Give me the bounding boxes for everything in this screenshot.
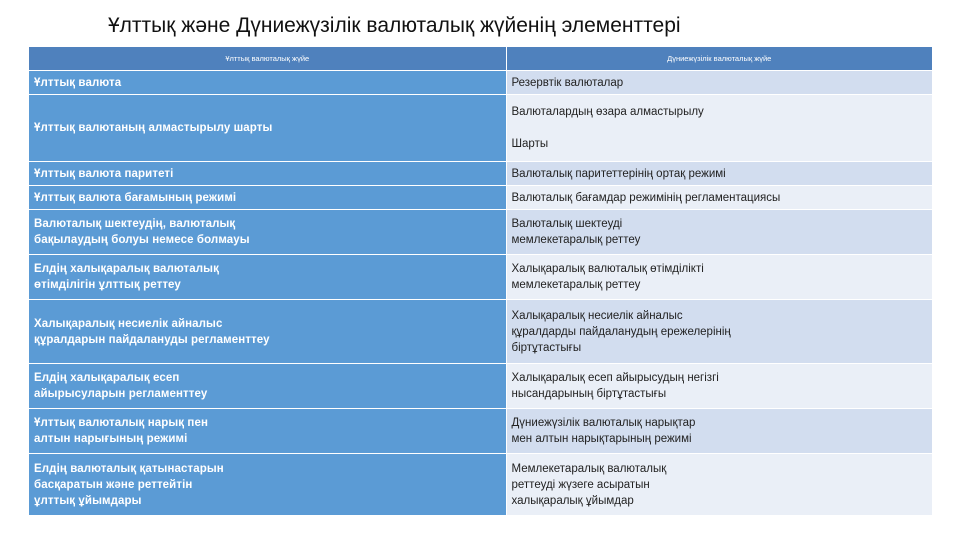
table-row	[29, 364, 932, 409]
world-cell: Валюталық шектеуді мемлекетаралық реттеу	[506, 210, 932, 255]
national-cell: Елдің валюталық қатынастарын басқаратын және реттейтін ұлттық ұйымдары	[29, 454, 506, 516]
table-header-row	[29, 47, 932, 71]
header-world-system: Дүниежүзілік валюталық жүйе	[506, 47, 932, 71]
national-cell: Халықаралық несиелік айналыс құралдарын пайдалануды регламенттеу	[29, 300, 506, 364]
table-row	[29, 71, 932, 95]
national-cell: Елдің халықаралық валюталық өтімділігін ұлттық реттеу	[29, 255, 506, 300]
national-cell: Елдің халықаралық есеп айырысуларын регламенттеу	[29, 364, 506, 409]
national-cell: Ұлттық валюталық нарық пен алтын нарығының режимі	[29, 409, 506, 454]
national-cell: Ұлттық валютаның алмастырылу шарты	[29, 95, 506, 162]
national-cell: Ұлттық валюта	[29, 71, 506, 95]
world-cell: Валюталардың өзара алмастырылу Шарты	[506, 95, 932, 162]
world-cell: Мемлекетаралық валюталық реттеуді жүзеге асыратын халықаралық ұйымдар	[506, 454, 932, 516]
world-cell: Дүниежүзілік валюталық нарықтар мен алтын нарықтарының режимі	[506, 409, 932, 454]
world-cell: Халықаралық несиелік айналыс құралдарды пайдаланудың ережелерінің біртұтастығы	[506, 300, 932, 364]
world-cell: Резервтік валюталар	[506, 71, 932, 95]
national-cell: Ұлттық валюта бағамының режимі	[29, 186, 506, 210]
table-row	[29, 454, 932, 516]
table-row	[29, 162, 932, 186]
table-row	[29, 186, 932, 210]
world-cell: Халықаралық валюталық өтімділікті мемлекетаралық реттеу	[506, 255, 932, 300]
table-row	[29, 255, 932, 300]
elements-table	[29, 47, 932, 516]
table-row	[29, 300, 932, 364]
world-cell: Валюталық бағамдар режимінің регламентациясы	[506, 186, 932, 210]
national-cell: Ұлттық валюта паритеті	[29, 162, 506, 186]
header-national-system: Ұлттық валюталық жүйе	[29, 47, 506, 71]
world-cell: Халықаралық есеп айырысудың негізгі нысандарының біртұтастығы	[506, 364, 932, 409]
world-cell: Валюталық паритеттерінің ортақ режимі	[506, 162, 932, 186]
table-row	[29, 95, 932, 162]
table-row	[29, 210, 932, 255]
national-cell: Валюталық шектеудің, валюталық бақылаудың болуы немесе болмауы	[29, 210, 506, 255]
page-title: Ұлттық және Дүниежүзілік валюталық жүйенің элементтері	[108, 14, 681, 37]
table-row	[29, 409, 932, 454]
